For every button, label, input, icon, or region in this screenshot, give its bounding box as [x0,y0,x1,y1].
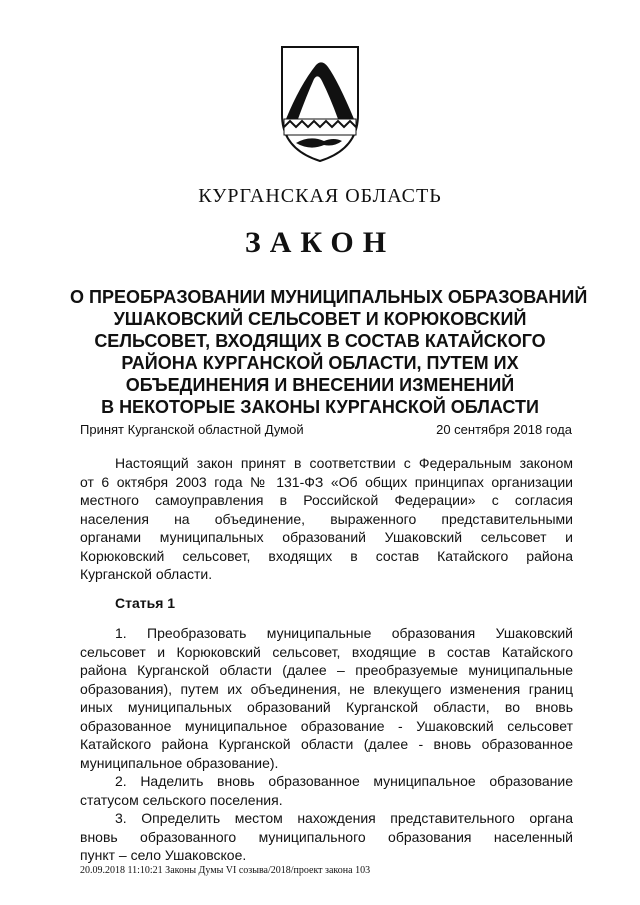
text-line: пункт – село Ушаковское. [80,847,247,863]
law-title-line: РАЙОНА КУРГАНСКОЙ ОБЛАСТИ, ПУТЕМ ИХ [121,353,519,373]
text-line: 3. Определить местом нахождения представительного органа [115,810,573,826]
law-title-line: УШАКОВСКИЙ СЕЛЬСОВЕТ И КОРЮКОВСКИЙ [113,309,527,329]
text-line: населения на объединение, выраженного представительными [80,510,573,527]
text-line: района Курганской области (далее – преобразуемые муниципальные [80,662,573,678]
document-footer: 20.09.2018 11:10:21 Законы Думы VI созыва/2018/проект закона 103 [80,865,371,876]
text-line: местного самоуправления в Российской Федерации» с согласия [80,492,573,508]
law-title [70,286,588,418]
kurgan-oblast-coat-of-arms-icon [280,45,360,163]
law-title-line: ОБЪЕДИНЕНИЯ И ВНЕСЕНИИ ИЗМЕНЕНИЙ [125,375,515,395]
adopted-by: Принят Курганской областной Думой [80,422,304,437]
text-line: Настоящий закон принят в соответствии с Федеральным законом [115,455,573,471]
text-line: образования), путем их объединения, не влекущего изменения границ [80,680,573,697]
text-line: иных муниципальных образований Курганской области, во вновь [80,699,573,715]
adoption-date: 20 сентября 2018 года [436,422,572,437]
preamble-paragraph [80,454,573,584]
text-line: Корюковский сельсовет, входящих в состав Катайского района [80,547,573,564]
text-line: сельсовет и Корюковский сельсовет, входящие в состав Катайского [80,643,573,660]
text-line: вновь образованного муниципального образования населенный [80,828,573,845]
law-title-line: СЕЛЬСОВЕТ, ВХОДЯЩИХ В СОСТАВ КАТАЙСКОГО [94,331,546,351]
region-heading: КУРГАНСКАЯ ОБЛАСТЬ [198,185,442,207]
article-heading: Статья 1 [115,595,176,611]
text-line: Катайского района Курганской области (далее - вновь образованное [80,736,573,752]
text-line: 1. Преобразовать муниципальные образования Ушаковский [115,625,573,641]
law-title-line: В НЕКОТОРЫЕ ЗАКОНЫ КУРГАНСКОЙ ОБЛАСТИ [101,397,539,417]
law-heading: ЗАКОН [244,226,396,259]
text-line: статусом сельского поселения. [80,791,283,808]
text-line: 2. Наделить вновь образованное муниципальное образование [115,773,573,789]
text-line: Курганской области. [80,566,213,582]
article-body [80,624,573,865]
adoption-line [80,422,572,437]
text-line: от 6 октября 2003 года № 131-ФЗ «Об общих принципах организации [80,473,573,490]
text-line: органами муниципальных образований Ушаковский сельсовет и [80,529,573,545]
text-line: образованное муниципальное образование - Ушаковский сельсовет [80,717,573,734]
law-title-line: О ПРЕОБРАЗОВАНИИ МУНИЦИПАЛЬНЫХ ОБРАЗОВАНИЙ [70,287,588,307]
text-line: муниципальное образование). [80,754,279,771]
